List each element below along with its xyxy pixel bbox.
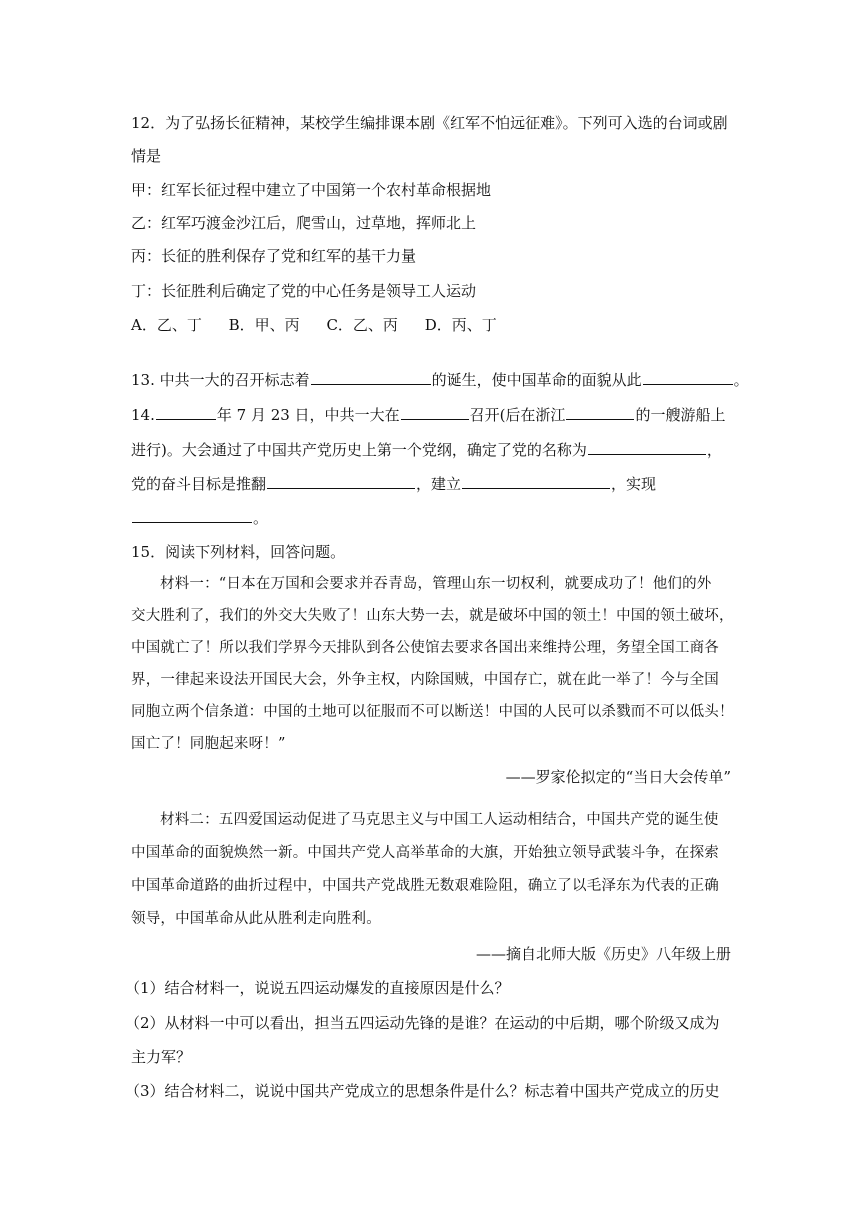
q14-text-3b: ，建立 (416, 475, 462, 493)
q15-stem: 15．阅读下列材料，回答问题。 (131, 543, 346, 561)
q15-material1-line: 中国就亡了！所以我们学界今天排队到各公使馆去要求各国出来维持公理，务望全国工商各 (131, 640, 719, 656)
q13-text-3: 。 (733, 371, 749, 389)
q13-text-1: 13. 中共一大的召开标志着 (131, 371, 310, 389)
q12-item-yi: 乙：红军巧渡金沙江后，爬雪山，过草地，挥师北上 (131, 214, 477, 232)
q14-blank-realize (132, 508, 252, 523)
q15-material2-line: 中国革命道路的曲折过程中，中国共产党战胜无数艰难险阻，确立了以毛泽东为代表的正确 (131, 878, 719, 894)
q15-material2-line: 中国革命的面貌焕然一新。中国共产党人高举革命的大旗，开始独立领导武装斗争，在探索 (131, 845, 719, 861)
q12-item-bing: 丙：长征的胜利保存了党和红军的基干力量 (131, 247, 417, 265)
q15-subquestion-1: （1）结合材料一，说说五四运动爆发的直接原因是什么？ (125, 979, 510, 997)
q14-blank-place (401, 405, 469, 420)
q13-blank-1 (311, 370, 431, 385)
q12-option-b: B．甲、丙 (228, 316, 300, 334)
q14-text-3a: 党的奋斗目标是推翻 (131, 475, 267, 493)
q15-subquestion-3: （3）结合材料二，说说中国共产党成立的思想条件是什么？标志着中国共产党成立的历史 (125, 1082, 720, 1100)
q14-text-4a: 。 (253, 509, 269, 527)
q12-item-ding: 丁：长征胜利后确定了党的中心任务是领导工人运动 (131, 282, 477, 300)
q14-text-1c: 召开(后在浙江 (469, 406, 566, 424)
q15-subquestion-2-line1: （2）从材料一中可以看出，担当五四运动先锋的是谁？在运动的中后期，哪个阶级又成为 (125, 1014, 720, 1032)
q12-option-d: D．丙、丁 (424, 316, 497, 334)
q15-material1-line: 国亡了！同胞起来呀！” (131, 736, 286, 752)
q14-blank-overthrow (267, 474, 415, 489)
q14-line1 (131, 405, 731, 425)
q15-subquestion-2-line2: 主力军？ (131, 1048, 192, 1066)
q15-material1-line: 材料一：“日本在万国和会要求并吞青岛，管理山东一切权利，就要成功了！他们的外 (160, 576, 712, 592)
q15-material1-line: 界，一律起来设法开国民大会，外争主权，内除国贼，中国存亡，就在此一举了！今与全国 (131, 672, 719, 688)
q14-text-1d: 的一艘游船上 (635, 406, 726, 424)
q15-material1-source: ——罗家伦拟定的“当日大会传单” (505, 768, 731, 786)
q14-text-1a: 14. (131, 406, 155, 424)
q14-line3 (131, 474, 731, 494)
q14-text-2b: ， (706, 441, 722, 459)
q13-text-2: 的诞生，使中国革命的面貌从此 (431, 371, 642, 389)
q14-line4 (131, 508, 731, 528)
q12-stem-line1: 12．为了弘扬长征精神，某校学生编排课本剧《红军不怕远征难》。下列可入选的台词或剧 (131, 114, 728, 132)
q13-line (131, 370, 749, 390)
q12-stem-line2: 情是 (131, 147, 162, 165)
q14-text-1b: 年 7 月 23 日，中共一大在 (216, 406, 400, 424)
q12-item-jia: 甲：红军长征过程中建立了中国第一个农村革命根据地 (131, 181, 492, 199)
q14-text-3c: ，实现 (611, 475, 657, 493)
q14-blank-year (156, 405, 216, 420)
q14-blank-lake (566, 405, 634, 420)
q15-material1-line: 同胞立两个信条道：中国的土地可以征服而不可以断送！中国的人民可以杀戮而不可以低头！ (131, 704, 734, 720)
q12-option-c: C．乙、丙 (326, 316, 398, 334)
q14-blank-establish (462, 474, 610, 489)
q12-options (131, 315, 731, 335)
q15-material2-line: 材料二：五四爱国运动促进了马克思主义与中国工人运动相结合，中国共产党的诞生使 (160, 812, 719, 828)
q14-line2 (131, 440, 731, 460)
q13-blank-2 (643, 370, 733, 385)
q15-material2-line: 领导，中国革命从此从胜利走向胜利。 (131, 911, 381, 927)
q14-blank-party-name (588, 440, 706, 455)
q15-material2-source: ——摘自北师大版《历史》八年级上册 (475, 945, 731, 963)
q15-material1-line: 交大胜利了，我们的外交大失败了！山东大势一去，就是破坏中国的领土！中国的领土破坏， (131, 608, 734, 624)
q12-option-a: A．乙、丁 (131, 316, 202, 334)
q14-text-2a: 进行)。大会通过了中国共产党历史上第一个党纲，确定了党的名称为 (131, 441, 587, 459)
